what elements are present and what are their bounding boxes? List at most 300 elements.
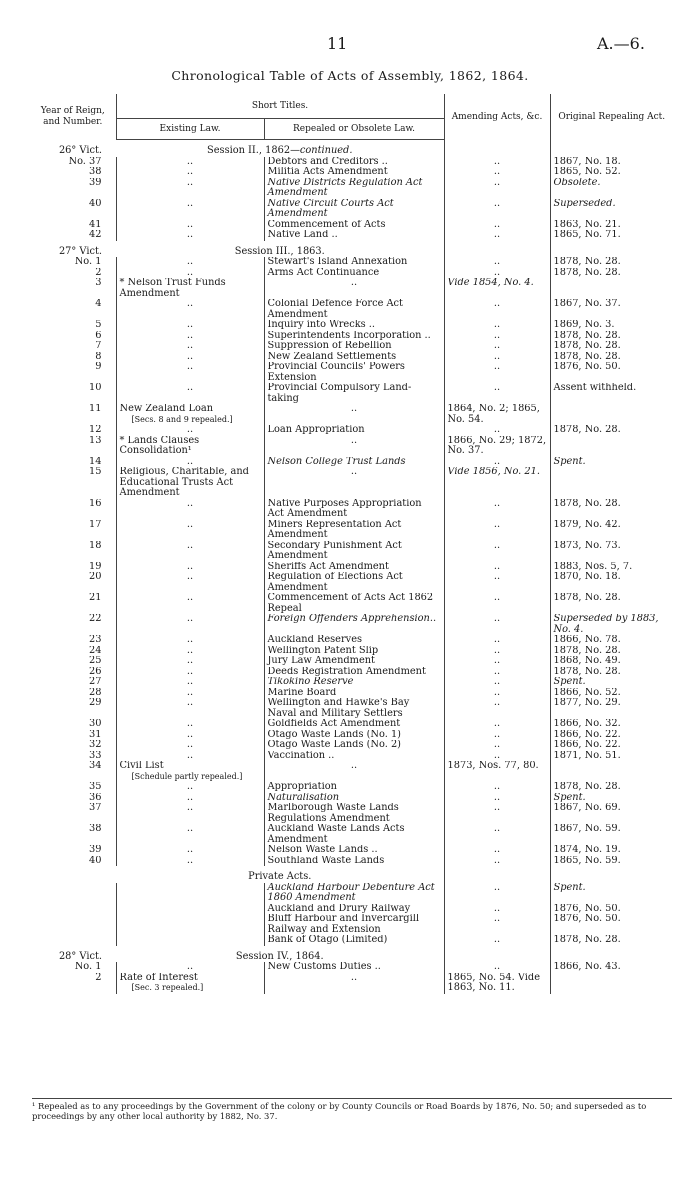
act-number: 31 bbox=[89, 729, 102, 740]
repealing-act-cell: 1865, No. 59. bbox=[550, 856, 673, 867]
existing-title: .. bbox=[186, 167, 194, 177]
existing-note: [Schedule partly repealed.] bbox=[131, 771, 243, 781]
repealed-law-cell: Stewart's Island Annexation bbox=[264, 257, 444, 268]
table-row bbox=[30, 793, 673, 804]
act-number bbox=[30, 914, 116, 935]
series-reference: A.—6. bbox=[597, 34, 645, 53]
amending-act-cell: .. bbox=[444, 740, 550, 751]
amending-act-cell: .. bbox=[444, 220, 550, 231]
repealing-act-cell: Superseded by 1883, No. 4. bbox=[550, 614, 673, 635]
existing-note: [Sec. 3 repealed.] bbox=[131, 983, 204, 992]
act-number: 23 bbox=[89, 635, 102, 645]
existing-law-cell bbox=[116, 499, 264, 520]
repealed-law-cell: Foreign Offenders Apprehension.. bbox=[264, 614, 444, 635]
existing-note: [Secs. 8 and 9 repealed.] bbox=[131, 414, 233, 424]
session-row bbox=[30, 241, 673, 258]
original-cell bbox=[550, 946, 673, 963]
page-number: 11 bbox=[327, 34, 348, 53]
amending-act-cell: .. bbox=[444, 425, 550, 436]
session-label: Private Acts. bbox=[248, 871, 312, 882]
amending-act-cell: .. bbox=[444, 730, 550, 741]
table-row bbox=[30, 730, 673, 741]
existing-title: .. bbox=[186, 540, 194, 551]
repealing-act-cell: 1873, No. 73. bbox=[550, 541, 673, 562]
existing-law-cell bbox=[116, 856, 264, 867]
amending-cell bbox=[444, 241, 550, 258]
repealed-law-cell: Colonial Defence Force Act Amendment bbox=[264, 299, 444, 320]
col-year-header: Year of Reign, and Number. bbox=[40, 106, 105, 127]
repealed-law-cell: Vaccination .. bbox=[264, 751, 444, 762]
session-continued: continued. bbox=[299, 145, 353, 156]
table-row bbox=[30, 740, 673, 751]
table-row bbox=[30, 352, 673, 363]
existing-law-cell bbox=[116, 167, 264, 178]
col-original-header: Original Repealing Act. bbox=[550, 94, 673, 140]
repealing-act-cell bbox=[550, 436, 673, 457]
act-number: 8 bbox=[95, 351, 102, 362]
amending-act-cell: .. bbox=[444, 499, 550, 520]
existing-law-cell bbox=[116, 593, 264, 614]
repealing-act-cell: 1878, No. 28. bbox=[550, 646, 673, 657]
repealing-act-cell: 1871, No. 51. bbox=[550, 751, 673, 762]
reign-label: 28° Vict. bbox=[58, 950, 102, 962]
act-number: 18 bbox=[89, 540, 102, 551]
repealing-act-cell: 1866, No. 43. bbox=[550, 962, 673, 973]
repealing-act-cell: 1878, No. 28. bbox=[550, 667, 673, 678]
table-row bbox=[30, 425, 673, 436]
repealed-law-cell: .. bbox=[264, 761, 444, 782]
repealing-act-cell: 1866, No. 32. bbox=[550, 719, 673, 730]
table-row bbox=[30, 688, 673, 699]
existing-law-cell bbox=[116, 257, 264, 268]
amending-act-cell: .. bbox=[444, 562, 550, 573]
table-row bbox=[30, 520, 673, 541]
act-number: 27 bbox=[89, 677, 102, 687]
amending-act-cell: .. bbox=[444, 341, 550, 352]
existing-law-cell bbox=[116, 803, 264, 824]
act-number bbox=[30, 883, 116, 904]
repealing-act-cell: 1867, No. 37. bbox=[550, 299, 673, 320]
existing-law-cell bbox=[116, 436, 264, 457]
repealing-act-cell: Spent. bbox=[550, 677, 673, 688]
act-number: 13 bbox=[89, 435, 102, 446]
repealing-act-cell: 1876, No. 50. bbox=[550, 914, 673, 935]
table-row bbox=[30, 761, 673, 782]
act-number: 9 bbox=[95, 362, 102, 372]
amending-act-cell: .. bbox=[444, 793, 550, 804]
table-row bbox=[30, 278, 673, 299]
session-row bbox=[30, 140, 673, 157]
repealed-law-cell: Marlborough Waste Lands Regulations Amendment bbox=[264, 803, 444, 824]
amending-act-cell: Vide 1856, No. 21. bbox=[444, 467, 550, 499]
existing-title: .. bbox=[186, 456, 194, 467]
repealed-law-cell: Commencement of Acts bbox=[264, 220, 444, 231]
amending-act-cell: .. bbox=[444, 935, 550, 946]
repealed-law-cell: Goldfields Act Amendment bbox=[264, 719, 444, 730]
existing-title: .. bbox=[186, 792, 194, 803]
repealed-law-cell: Auckland Reserves bbox=[264, 635, 444, 646]
table-row bbox=[30, 593, 673, 614]
existing-title: .. bbox=[186, 198, 194, 209]
existing-law-cell bbox=[116, 845, 264, 856]
repealing-act-cell: 1866, No. 22. bbox=[550, 730, 673, 741]
repealed-law-cell: .. bbox=[264, 973, 444, 994]
repealed-law-cell: Bank of Otago (Limited) bbox=[264, 935, 444, 946]
existing-law-cell bbox=[116, 383, 264, 404]
session-heading bbox=[116, 140, 444, 157]
session-heading bbox=[116, 946, 444, 963]
table-row bbox=[30, 914, 673, 935]
act-number: 38 bbox=[89, 167, 102, 177]
repealed-law-cell: Auckland and Drury Railway bbox=[264, 904, 444, 915]
repealing-act-cell: Spent. bbox=[550, 793, 673, 804]
table-row bbox=[30, 230, 673, 241]
existing-title: .. bbox=[186, 719, 194, 729]
existing-title: .. bbox=[186, 383, 194, 393]
existing-title: .. bbox=[186, 519, 194, 530]
existing-title: .. bbox=[186, 803, 194, 813]
col-amending-header: Amending Acts, &c. bbox=[444, 94, 550, 140]
reign-label: 27° Vict. bbox=[58, 245, 102, 257]
existing-law-cell bbox=[116, 341, 264, 352]
col-repealed-header: Repealed or Obsolete Law. bbox=[264, 119, 444, 140]
existing-title: .. bbox=[186, 824, 194, 834]
existing-title: .. bbox=[186, 750, 194, 761]
table-row bbox=[30, 167, 673, 178]
table-row bbox=[30, 562, 673, 573]
act-number: 34 bbox=[89, 761, 102, 771]
table-row bbox=[30, 467, 673, 499]
existing-title: .. bbox=[186, 677, 194, 687]
repealed-law-cell: Wellington and Hawke's Bay Naval and Military Settlers bbox=[264, 698, 444, 719]
act-number: 37 bbox=[89, 803, 102, 813]
session-row bbox=[30, 946, 673, 963]
repealed-law-cell: Miners Representation Act Amendment bbox=[264, 520, 444, 541]
existing-law-cell bbox=[116, 467, 264, 499]
existing-law-cell bbox=[116, 352, 264, 363]
existing-title: .. bbox=[186, 729, 194, 740]
repealing-act-cell bbox=[550, 761, 673, 782]
table-row bbox=[30, 257, 673, 268]
table-row bbox=[30, 935, 673, 946]
existing-law-cell bbox=[116, 904, 264, 915]
original-cell bbox=[550, 866, 673, 883]
existing-law-cell bbox=[116, 572, 264, 593]
repealing-act-cell: 1878, No. 28. bbox=[550, 268, 673, 279]
existing-title: * Lands Clauses Consolidation¹ bbox=[119, 435, 200, 456]
repealing-act-cell: 1867, No. 18. bbox=[550, 157, 673, 168]
repealing-act-cell: 1876, No. 50. bbox=[550, 904, 673, 915]
repealed-law-cell: Otago Waste Lands (No. 2) bbox=[264, 740, 444, 751]
amending-act-cell: .. bbox=[444, 677, 550, 688]
table-row bbox=[30, 751, 673, 762]
existing-law-cell bbox=[116, 268, 264, 279]
repealing-act-cell: 1878, No. 28. bbox=[550, 935, 673, 946]
repealed-law-cell: Southland Waste Lands bbox=[264, 856, 444, 867]
existing-title: .. bbox=[186, 257, 194, 267]
footnote: ¹ Repealed as to any proceedings by the Government of the colony or by County Councils or Road Boards by 1876, No. 50; and superseded as to proceedings by any other local authority by 1882, No. 37. bbox=[32, 1098, 672, 1121]
existing-law-cell bbox=[116, 935, 264, 946]
act-number: 36 bbox=[89, 792, 102, 803]
amending-act-cell: .. bbox=[444, 635, 550, 646]
existing-law-cell bbox=[116, 199, 264, 220]
amending-act-cell: .. bbox=[444, 178, 550, 199]
existing-law-cell bbox=[116, 614, 264, 635]
existing-law-cell bbox=[116, 667, 264, 678]
act-number: 24 bbox=[89, 645, 102, 656]
table-row bbox=[30, 883, 673, 904]
act-number: 19 bbox=[89, 561, 102, 572]
repealed-law-cell: Native Purposes Appropriation Act Amendment bbox=[264, 499, 444, 520]
existing-law-cell bbox=[116, 230, 264, 241]
act-number: 12 bbox=[89, 425, 102, 435]
table-row bbox=[30, 646, 673, 657]
existing-title: .. bbox=[186, 698, 194, 708]
repealed-law-cell: Auckland Waste Lands Acts Amendment bbox=[264, 824, 444, 845]
existing-law-cell bbox=[116, 824, 264, 845]
act-number: No. 37 bbox=[68, 156, 102, 167]
act-number: 10 bbox=[89, 383, 102, 393]
existing-title: .. bbox=[186, 177, 194, 188]
original-cell bbox=[550, 241, 673, 258]
amending-act-cell: .. bbox=[444, 803, 550, 824]
table-row bbox=[30, 667, 673, 678]
repealed-law-cell: Jury Law Amendment bbox=[264, 656, 444, 667]
repealing-act-cell: 1870, No. 18. bbox=[550, 572, 673, 593]
repealed-law-cell: Debtors and Creditors .. bbox=[264, 157, 444, 168]
act-number: 7 bbox=[95, 341, 102, 351]
acts-table bbox=[30, 94, 673, 994]
act-number: 2 bbox=[95, 267, 102, 278]
repealing-act-cell: 1865, No. 52. bbox=[550, 167, 673, 178]
table-row bbox=[30, 436, 673, 457]
repealing-act-cell: 1868, No. 49. bbox=[550, 656, 673, 667]
repealing-act-cell: 1874, No. 19. bbox=[550, 845, 673, 856]
repealing-act-cell: 1869, No. 3. bbox=[550, 320, 673, 331]
act-number: 25 bbox=[89, 656, 102, 666]
existing-law-cell bbox=[116, 320, 264, 331]
act-number: 22 bbox=[89, 614, 102, 624]
table-row bbox=[30, 199, 673, 220]
existing-law-cell bbox=[116, 425, 264, 436]
act-number: 17 bbox=[89, 519, 102, 530]
existing-title: .. bbox=[186, 635, 194, 645]
repealed-law-cell: Auckland Harbour Debenture Act 1860 Amendment bbox=[264, 883, 444, 904]
repealed-law-cell: .. bbox=[264, 436, 444, 457]
amending-act-cell: .. bbox=[444, 362, 550, 383]
existing-title: .. bbox=[186, 351, 194, 362]
existing-law-cell bbox=[116, 331, 264, 342]
repealing-act-cell: 1883, Nos. 5, 7. bbox=[550, 562, 673, 573]
table-row bbox=[30, 299, 673, 320]
repealing-act-cell: 1878, No. 28. bbox=[550, 499, 673, 520]
table-row bbox=[30, 614, 673, 635]
amending-act-cell: .. bbox=[444, 904, 550, 915]
repealed-law-cell: .. bbox=[264, 278, 444, 299]
repealed-law-cell: Native Land .. bbox=[264, 230, 444, 241]
amending-act-cell: .. bbox=[444, 856, 550, 867]
repealing-act-cell: 1866, No. 22. bbox=[550, 740, 673, 751]
amending-act-cell: .. bbox=[444, 167, 550, 178]
session-label: Session II., 1862— bbox=[207, 145, 300, 156]
existing-title: .. bbox=[186, 341, 194, 351]
existing-title: .. bbox=[186, 593, 194, 603]
amending-act-cell: .. bbox=[444, 268, 550, 279]
repealing-act-cell: 1878, No. 28. bbox=[550, 782, 673, 793]
table-row bbox=[30, 178, 673, 199]
existing-title: .. bbox=[186, 219, 194, 230]
amending-act-cell: .. bbox=[444, 572, 550, 593]
existing-law-cell bbox=[116, 751, 264, 762]
repealing-act-cell: 1866, No. 52. bbox=[550, 688, 673, 699]
act-number: No. 1 bbox=[74, 257, 102, 267]
repealed-law-cell: Provincial Councils' Powers Extension bbox=[264, 362, 444, 383]
table-row bbox=[30, 220, 673, 231]
repealed-law-cell: Naturalisation bbox=[264, 793, 444, 804]
amending-act-cell: .. bbox=[444, 157, 550, 168]
act-number bbox=[30, 904, 116, 915]
amending-act-cell: .. bbox=[444, 883, 550, 904]
existing-law-cell bbox=[116, 677, 264, 688]
existing-title: .. bbox=[186, 666, 194, 677]
amending-act-cell: 1873, Nos. 77, 80. bbox=[444, 761, 550, 782]
repealed-law-cell: Nelson College Trust Lands bbox=[264, 457, 444, 468]
table-row bbox=[30, 499, 673, 520]
amending-act-cell: .. bbox=[444, 199, 550, 220]
table-row bbox=[30, 320, 673, 331]
repealed-law-cell: .. bbox=[264, 404, 444, 425]
existing-title: .. bbox=[186, 845, 194, 855]
table-row bbox=[30, 824, 673, 845]
amending-act-cell: .. bbox=[444, 656, 550, 667]
existing-title: .. bbox=[186, 362, 194, 372]
repealed-law-cell: Deeds Registration Amendment bbox=[264, 667, 444, 678]
act-number: 26 bbox=[89, 666, 102, 677]
act-number: 39 bbox=[89, 177, 102, 188]
act-number: 33 bbox=[89, 750, 102, 761]
repealed-law-cell: Secondary Punishment Act Amendment bbox=[264, 541, 444, 562]
existing-law-cell bbox=[116, 719, 264, 730]
table-row bbox=[30, 457, 673, 468]
existing-law-cell bbox=[116, 278, 264, 299]
act-number: 21 bbox=[89, 593, 102, 603]
amending-act-cell: .. bbox=[444, 845, 550, 856]
table-row bbox=[30, 331, 673, 342]
repealing-act-cell bbox=[550, 278, 673, 299]
act-number: 14 bbox=[89, 456, 102, 467]
existing-title: .. bbox=[186, 572, 194, 582]
repealed-law-cell: Arms Act Continuance bbox=[264, 268, 444, 279]
existing-law-cell bbox=[116, 688, 264, 699]
repealing-act-cell bbox=[550, 404, 673, 425]
amending-act-cell: .. bbox=[444, 646, 550, 657]
amending-cell bbox=[444, 946, 550, 963]
repealing-act-cell: 1878, No. 28. bbox=[550, 352, 673, 363]
amending-act-cell: Vide 1854, No. 4. bbox=[444, 278, 550, 299]
repealing-act-cell: 1878, No. 28. bbox=[550, 425, 673, 436]
act-number: No. 1 bbox=[74, 962, 102, 972]
repealing-act-cell: 1865, No. 71. bbox=[550, 230, 673, 241]
amending-act-cell: .. bbox=[444, 914, 550, 935]
existing-law-cell bbox=[116, 178, 264, 199]
amending-act-cell: .. bbox=[444, 352, 550, 363]
existing-law-cell bbox=[116, 883, 264, 904]
existing-law-cell bbox=[116, 362, 264, 383]
table-row bbox=[30, 268, 673, 279]
table-row bbox=[30, 157, 673, 168]
amending-act-cell: .. bbox=[444, 541, 550, 562]
amending-act-cell: .. bbox=[444, 688, 550, 699]
amending-act-cell: .. bbox=[444, 614, 550, 635]
repealing-act-cell: 1878, No. 28. bbox=[550, 593, 673, 614]
existing-law-cell bbox=[116, 220, 264, 231]
amending-act-cell: .. bbox=[444, 782, 550, 793]
table-row bbox=[30, 404, 673, 425]
table-row bbox=[30, 962, 673, 973]
repealing-act-cell: 1866, No. 78. bbox=[550, 635, 673, 646]
existing-law-cell bbox=[116, 740, 264, 751]
amending-act-cell: .. bbox=[444, 331, 550, 342]
existing-law-cell bbox=[116, 299, 264, 320]
repealing-act-cell: Superseded. bbox=[550, 199, 673, 220]
act-number: 5 bbox=[95, 320, 102, 330]
amending-cell bbox=[444, 866, 550, 883]
act-number: 41 bbox=[89, 219, 102, 230]
act-number: 39 bbox=[89, 845, 102, 855]
amending-act-cell: .. bbox=[444, 383, 550, 404]
amending-act-cell: .. bbox=[444, 299, 550, 320]
existing-law-cell bbox=[116, 541, 264, 562]
repealed-law-cell: Native Districts Regulation Act Amendment bbox=[264, 178, 444, 199]
act-number: 35 bbox=[89, 782, 102, 792]
table-row bbox=[30, 362, 673, 383]
repealed-law-cell: Tikokino Reserve bbox=[264, 677, 444, 688]
repealed-law-cell: Suppression of Rebellion bbox=[264, 341, 444, 352]
repealing-act-cell: 1878, No. 28. bbox=[550, 331, 673, 342]
existing-law-cell bbox=[116, 635, 264, 646]
act-number: 28 bbox=[89, 687, 102, 698]
reign-label bbox=[30, 866, 116, 883]
amending-act-cell: .. bbox=[444, 320, 550, 331]
repealing-act-cell: 1879, No. 42. bbox=[550, 520, 673, 541]
amending-act-cell: .. bbox=[444, 824, 550, 845]
repealing-act-cell: 1863, No. 21. bbox=[550, 220, 673, 231]
amending-act-cell: .. bbox=[444, 593, 550, 614]
existing-title: .. bbox=[186, 687, 194, 698]
repealed-law-cell: Inquiry into Wrecks .. bbox=[264, 320, 444, 331]
amending-act-cell: 1865, No. 54. Vide 1863, No. 11. bbox=[444, 973, 550, 994]
existing-title: .. bbox=[186, 267, 194, 278]
table-row bbox=[30, 904, 673, 915]
amending-act-cell: 1864, No. 2; 1865, No. 54. bbox=[444, 404, 550, 425]
act-number: 2 bbox=[95, 972, 102, 983]
act-number: 15 bbox=[89, 467, 102, 477]
table-row bbox=[30, 572, 673, 593]
session-label: Session IV., 1864. bbox=[235, 950, 324, 962]
repealing-act-cell: 1876, No. 50. bbox=[550, 362, 673, 383]
amending-act-cell: .. bbox=[444, 520, 550, 541]
table-row bbox=[30, 845, 673, 856]
table-row bbox=[30, 541, 673, 562]
repealing-act-cell: 1877, No. 29. bbox=[550, 698, 673, 719]
existing-title: .. bbox=[186, 299, 194, 309]
act-number: 16 bbox=[89, 498, 102, 509]
repealing-act-cell: Assent withheld. bbox=[550, 383, 673, 404]
existing-law-cell bbox=[116, 761, 264, 782]
act-number: 11 bbox=[89, 404, 102, 414]
repealed-law-cell: Wellington Patent Slip bbox=[264, 646, 444, 657]
repealed-law-cell: Bluff Harbour and Invercargill Railway and Extension bbox=[264, 914, 444, 935]
